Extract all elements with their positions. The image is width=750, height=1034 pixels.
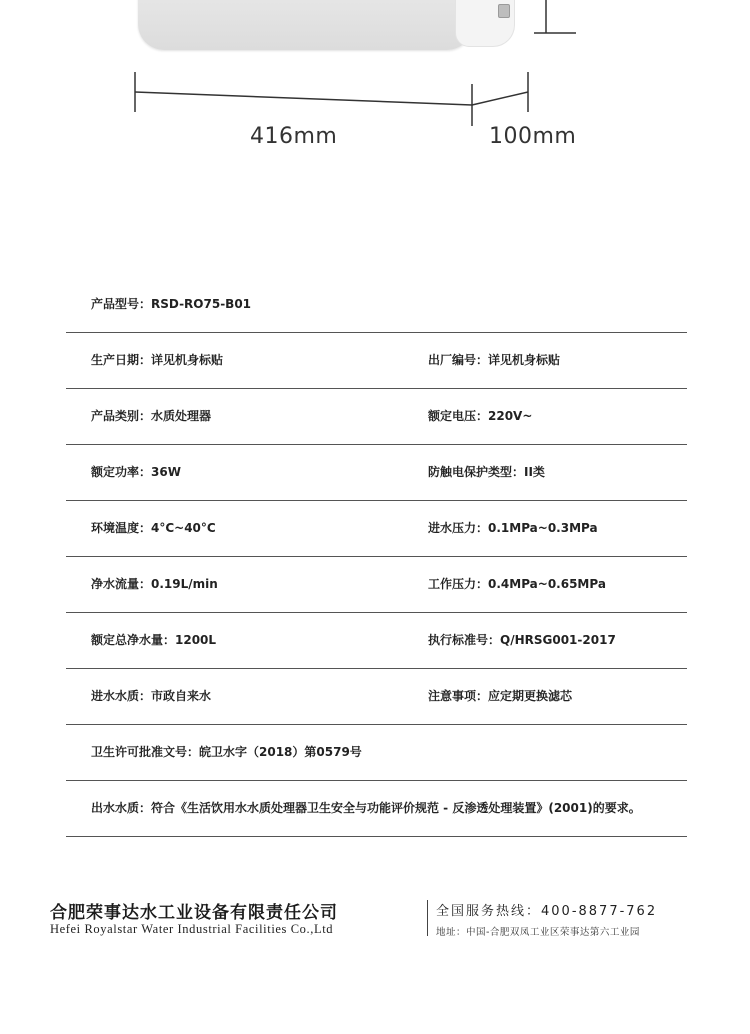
spec-row-model (66, 277, 687, 333)
spec-row (66, 557, 687, 613)
spec-model: 产品型号：RSD-RO75-B01 (91, 297, 252, 311)
spec-category: 产品类别：水质处理器 (91, 409, 212, 423)
spec-row (66, 725, 687, 781)
spec-row (66, 333, 687, 389)
spec-total-capacity: 额定总净水量：1200L (91, 633, 217, 647)
spec-inlet-pressure: 进水压力：0.1MPa~0.3MPa (428, 521, 598, 535)
company-address: 地址：中国-合肥双凤工业区荣事达第六工业园 (436, 927, 640, 938)
spec-ambient-temperature: 环境温度：4°C~40°C (91, 521, 216, 535)
dimension-lines (0, 0, 750, 130)
spec-shock-protection: 防触电保护类型：II类 (428, 465, 545, 479)
spec-row (66, 669, 687, 725)
service-hotline: 全国服务热线：400-8877-762 (436, 904, 658, 919)
spec-flow-rate: 净水流量：0.19L/min (91, 577, 218, 591)
spec-notice: 注意事项：应定期更换滤芯 (428, 689, 573, 703)
length-label: 416mm (250, 124, 338, 149)
spec-row (66, 445, 687, 501)
spec-rated-power: 额定功率：36W (91, 465, 181, 479)
company-name-en: Hefei Royalstar Water Industrial Facilities Co.,Ltd (50, 922, 334, 936)
spec-inlet-water: 进水水质：市政自来水 (91, 689, 212, 703)
spec-row (66, 389, 687, 445)
spec-row (66, 781, 687, 837)
spec-serial-number: 出厂编号：详见机身标贴 (428, 353, 561, 367)
spec-production-date: 生产日期：详见机身标贴 (91, 353, 224, 367)
spec-standard-number: 执行标准号：Q/HRSG001-2017 (428, 633, 616, 647)
spec-row (66, 613, 687, 669)
spec-working-pressure: 工作压力：0.4MPa~0.65MPa (428, 577, 606, 591)
footer-divider (427, 900, 428, 936)
depth-dimension-line (472, 92, 528, 105)
spec-outlet-water: 出水水质：符合《生活饮用水水质处理器卫生安全与功能评价规范 - 反渗透处理装置》(2001)的要求。 (91, 801, 641, 815)
length-dimension-line (135, 92, 472, 105)
spec-hygiene-license: 卫生许可批准文号：皖卫水字（2018）第0579号 (91, 745, 362, 759)
spec-rated-voltage: 额定电压：220V~ (428, 409, 533, 423)
depth-label: 100mm (489, 124, 577, 149)
spec-table (66, 277, 687, 837)
spec-row (66, 501, 687, 557)
company-name-cn: 合肥荣事达水工业设备有限责任公司 (50, 903, 338, 923)
